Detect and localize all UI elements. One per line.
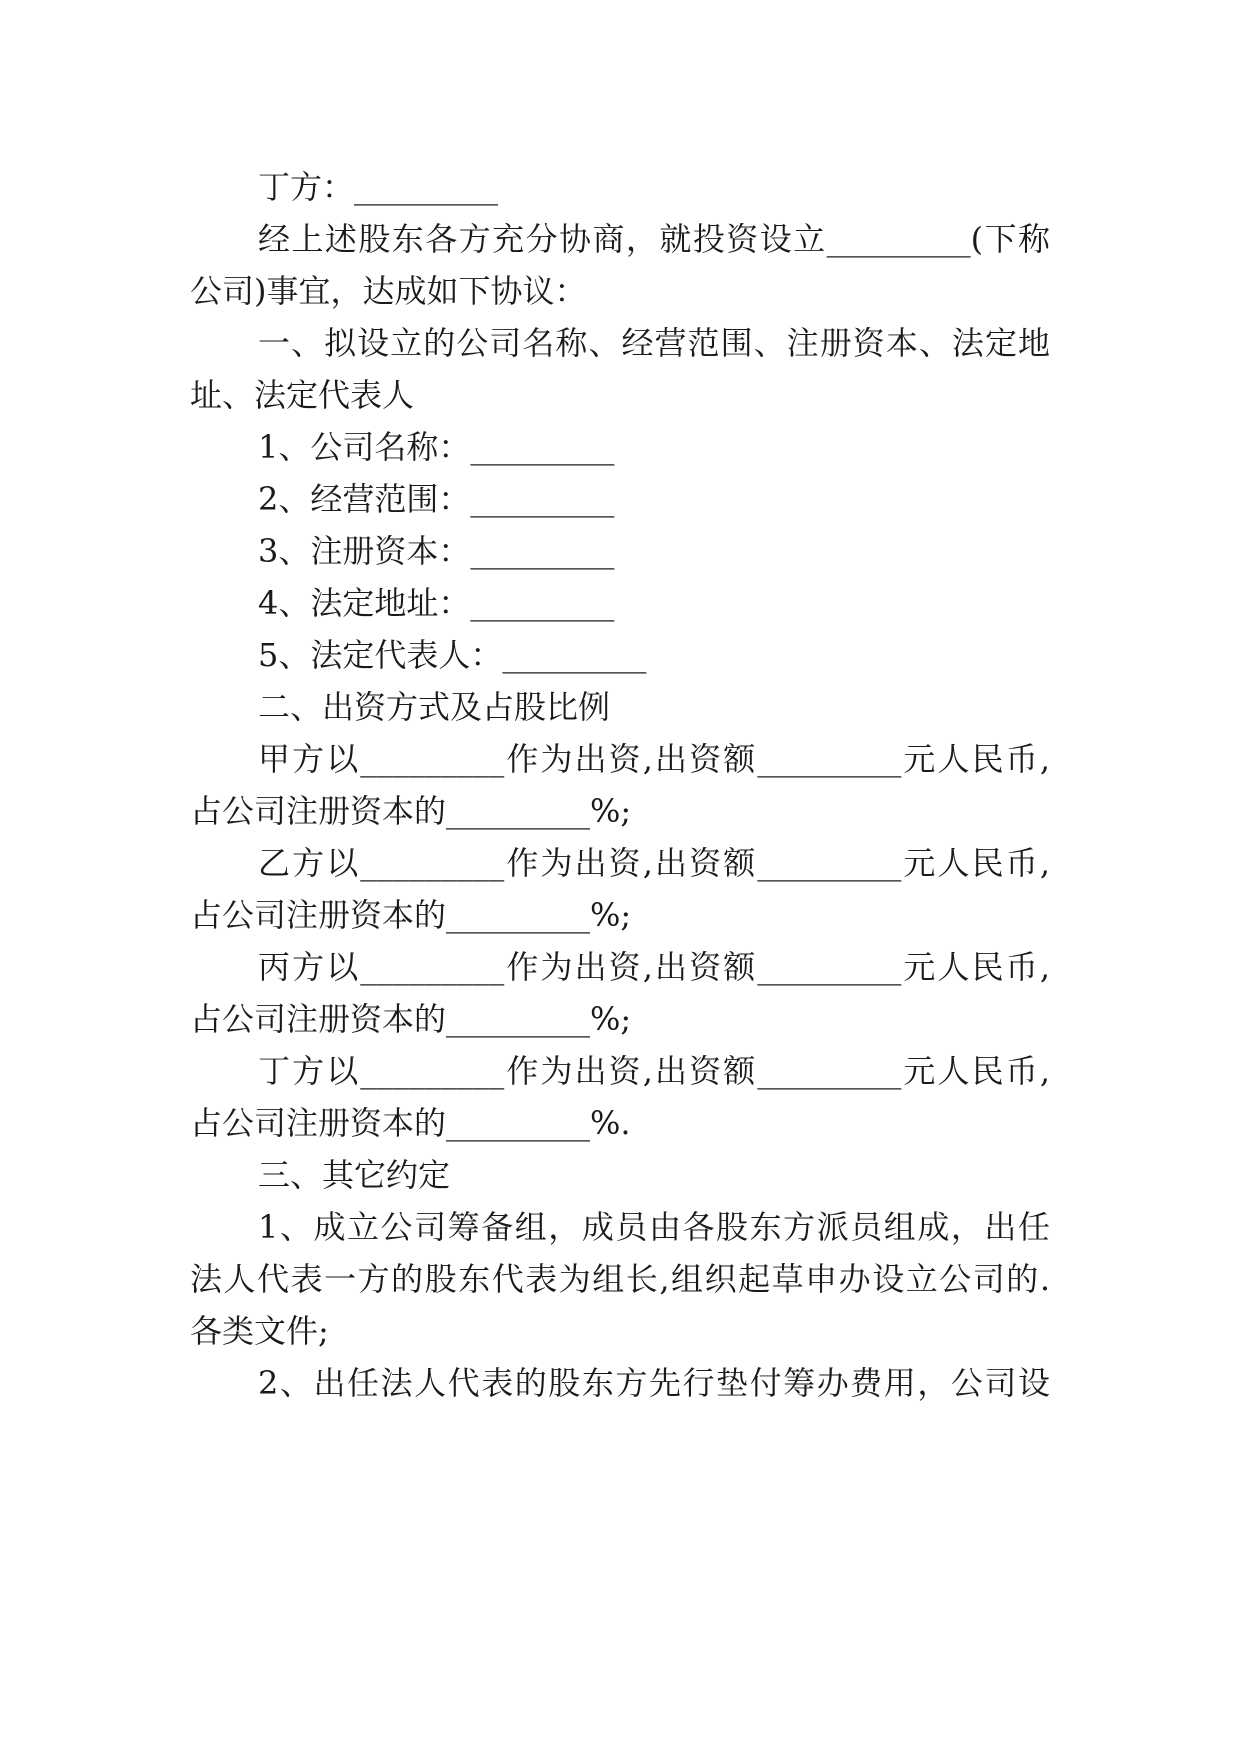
- clause-1-line-2: 法人代表一方的股东代表为组长,组织起草申办设立公司的.: [190, 1260, 1050, 1298]
- section-3-heading: 三、其它约定: [258, 1156, 451, 1194]
- party-ding-contribution: 丁方以_________作为出资,出资额_________元人民币,: [258, 1052, 1050, 1090]
- section-1-heading-line-1: 一、拟设立的公司名称、经营范围、注册资本、法定地: [258, 324, 1050, 362]
- item-registered-capital: 3、注册资本：_________: [258, 532, 615, 570]
- section-2-heading: 二、出资方式及占股比例: [258, 688, 611, 726]
- section-1-heading-line-2: 址、法定代表人: [190, 376, 415, 414]
- item-legal-representative: 5、法定代表人：_________: [258, 636, 647, 674]
- clause-1-line-3: 各类文件;: [190, 1312, 329, 1350]
- preamble-line-2: 公司)事宜，达成如下协议：: [190, 272, 587, 310]
- party-ding-line: 丁方：_________: [258, 168, 499, 206]
- party-jia-contribution: 甲方以_________作为出资,出资额_________元人民币,: [258, 740, 1050, 778]
- clause-1-line-1: 1、成立公司筹备组，成员由各股东方派员组成，出任: [258, 1208, 1050, 1246]
- item-company-name: 1、公司名称：_________: [258, 428, 615, 466]
- party-jia-share: 占公司注册资本的_________%;: [190, 792, 632, 830]
- party-bing-share: 占公司注册资本的_________%;: [190, 1000, 632, 1038]
- party-bing-contribution: 丙方以_________作为出资,出资额_________元人民币,: [258, 948, 1050, 986]
- clause-2-line-1: 2、出任法人代表的股东方先行垫付筹办费用，公司设: [258, 1364, 1050, 1402]
- party-yi-share: 占公司注册资本的_________%;: [190, 896, 632, 934]
- preamble-line-1: 经上述股东各方充分协商，就投资设立_________(下称: [258, 220, 1050, 258]
- party-yi-contribution: 乙方以_________作为出资,出资额_________元人民币,: [258, 844, 1050, 882]
- item-legal-address: 4、法定地址：_________: [258, 584, 615, 622]
- party-ding-share: 占公司注册资本的_________%.: [190, 1104, 631, 1142]
- item-business-scope: 2、经营范围：_________: [258, 480, 615, 518]
